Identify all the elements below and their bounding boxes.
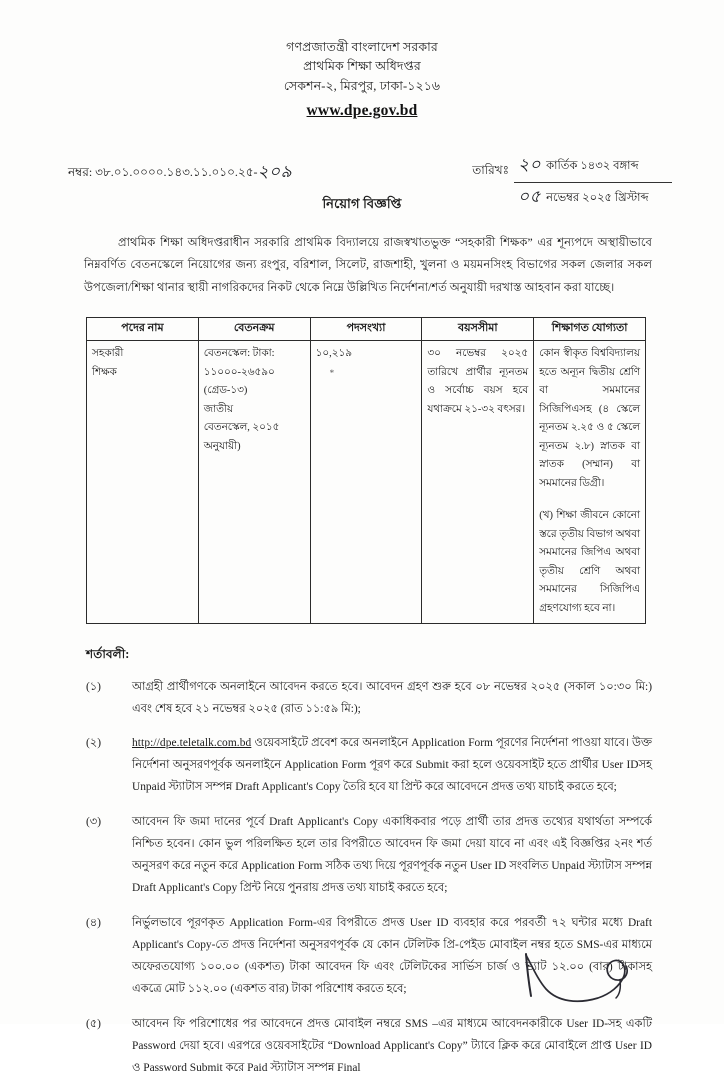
date-label: তারিখঃ <box>472 151 514 182</box>
conditions-heading: শর্তাবলী: <box>86 646 724 666</box>
condition-number-4: (৪) <box>86 912 132 934</box>
memo-number-block <box>68 159 292 187</box>
condition-number-3: (৩) <box>86 811 132 833</box>
cell-age-limit: ৩০ নভেম্বর ২০২৫ তারিখে প্রার্থীর ন্যূনতম ও সর্বোচ্চ বয়স হবে যথাক্রমে ২১-৩২ বৎসর। <box>422 341 534 623</box>
condition-item-1 <box>86 676 652 720</box>
th-education: শিক্ষাগত যোগ্যতা <box>534 317 646 340</box>
cell-education <box>534 341 646 623</box>
date-bangla-day: ২০ <box>518 155 541 175</box>
condition-text-5-body: আবেদন ফি পরিশোধের পর আবেদনে প্রদত্ত মোবাইল নম্বরে SMS –এর মাধ্যমে আবেদনকারীকে User ID-সহ একটি Password দেয়া হবে। এরপরে ওয়েবসাইটের “Download Applicant's Copy” ট্যাবে ক্লিক করে মোবাইলে প্রাপ্ত User ID ও Password Submit করে Paid স্ট্যাটাস সম্পন্ন Final <box>132 1018 652 1074</box>
date-english-day: ০৫ <box>518 187 541 207</box>
date-bangla <box>514 151 672 183</box>
teletalk-url-link-1[interactable]: http://dpe.teletalk.com.bd <box>132 737 251 749</box>
condition-item-5 <box>86 1013 652 1079</box>
job-details-table <box>86 317 646 624</box>
post-name-line-1: সহকারী <box>92 345 193 364</box>
education-clause-b: (খ) শিক্ষা জীবনে কোনো স্তরে তৃতীয় বিভাগ অথবা সমমানের জিপিএ অথবা তৃতীয় শ্রেণি অথবা সমমানের সিজিপিএ গ্রহণযোগ্য হবে না। <box>539 507 640 618</box>
condition-item-2 <box>86 732 652 799</box>
job-table-container <box>86 317 646 624</box>
memo-row <box>0 151 724 199</box>
condition-item-4 <box>86 912 652 1001</box>
table-row <box>87 341 646 623</box>
cell-vacancies <box>310 341 422 623</box>
cell-pay-scale <box>198 341 310 623</box>
th-pay-scale: বেতনক্রম <box>198 317 310 340</box>
memo-number-handwritten: ২০৯ <box>258 162 293 182</box>
department-address: সেকশন-২, মিরপুর, ঢাকা-১২১৬ <box>0 77 724 96</box>
vacancies-footnote-mark: * <box>316 365 417 381</box>
pay-scale-line-1: বেতনস্কেল: টাকা: <box>204 345 305 364</box>
condition-number-5: (৫) <box>86 1013 132 1035</box>
th-vacancies: পদসংখ্যা <box>310 317 422 340</box>
education-clause-a: কোন স্বীকৃত বিশ্ববিদ্যালয় হতে অন্যূন দ্বিতীয় শ্রেণি বা সমমানের সিজিপিএসহ (৪ স্কেলে ন্যূনতম ২.২৫ ও ৫ স্কেলে ন্যূনতম ২.৮) স্নাতক বা স্নাতক (সম্মান) বা সমমানের ডিগ্রী। <box>539 345 640 493</box>
document-header <box>0 0 724 123</box>
condition-text-1: আগ্রহী প্রার্থীগণকে অনলাইনে আবেদন করতে হবে। আবেদন গ্রহণ শুরু হবে ০৮ নভেম্বর ২০২৫ (সকাল ১০:৩০ মি:) এবং শেষ হবে ২১ নভেম্বর ২০২৫ (রাত ১১:৫৯ মি:); <box>132 676 652 720</box>
department-name: প্রাথমিক শিক্ষা অধিদপ্তর <box>0 57 724 76</box>
condition-number-1: (১) <box>86 676 132 698</box>
pay-scale-line-5: বেতনস্কেল, ২০১৫ <box>204 419 305 438</box>
govt-name: গণপ্রজাতন্ত্রী বাংলাদেশ সরকার <box>0 38 724 57</box>
cell-post-name <box>87 341 199 623</box>
page-title: নিয়োগ বিজ্ঞপ্তি <box>0 195 724 216</box>
post-name-line-2: শিক্ষক <box>92 364 193 383</box>
condition-item-3 <box>86 811 652 900</box>
memo-label: নম্বর: <box>68 165 92 179</box>
condition-number-2: (২) <box>86 732 132 754</box>
th-post-name: পদের নাম <box>87 317 199 340</box>
date-english-rest: নভেম্বর ২০২৫ খ্রিস্টাব্দ <box>546 192 649 204</box>
pay-scale-line-3: (গ্রেড-১৩) <box>204 382 305 401</box>
date-bangla-rest: কার্তিক ১৪৩২ বঙ্গাব্দ <box>546 160 638 172</box>
intro-paragraph: প্রাথমিক শিক্ষা অধিদপ্তরাধীন সরকারি প্রাথমিক বিদ্যালয়ে রাজস্বখাতভুক্ত “সহকারী শিক্ষক” এর শূন্যপদে অস্থায়ীভাবে নিম্নবর্ণিত বেতনস্কেলে নিয়োগের জন্য রংপুর, বরিশাল, সিলেট, রাজশাহী, খুলনা ও ময়মনসিংহ বিভাগের সকল জেলার সকল উপজেলা/শিক্ষা থানার স্থায়ী নাগরিকদের নিকট থেকে নিম্নে উল্লিখিত নির্দেশনা/শর্ত অনুযায়ী দরখাস্ত আহবান করা যাচ্ছে। <box>84 232 652 299</box>
th-age-limit: বয়সসীমা <box>422 317 534 340</box>
condition-text-2 <box>132 732 652 799</box>
pay-scale-line-6: অনুযায়ী) <box>204 438 305 457</box>
website-link[interactable]: www.dpe.gov.bd <box>0 99 724 123</box>
date-english <box>514 183 672 214</box>
vacancies-value: ১০,২১৯ <box>316 345 417 364</box>
conditions-list <box>86 676 652 1079</box>
condition-text-4: নির্ভুলভাবে পূরণকৃত Application Form-এর বিপরীতে প্রদত্ত User ID ব্যবহার করে পরবর্তী ৭২ ঘন্টার মধ্যে Draft Applicant's Copy-তে প্রদত্ত নির্দেশনা অনুসরণপূর্বক যে কোন টেলিটক প্রি-পেইড মোবাইল নম্বর হতে SMS-এর মাধ্যমে অফেরতযোগ্য ১০০.০০ (একশত) টাকা আবেদন ফি এবং টেলিটকের সার্ভিস চার্জ ও ভ্যাট ১২.০০ (বার) টাকাসহ একত্রে মোট ১১২.০০ (একশত বার) টাকা পরিশোধ করতে হবে; <box>132 912 652 1001</box>
education-spacer <box>539 493 640 507</box>
table-header-row <box>87 317 646 340</box>
date-block <box>472 151 672 214</box>
memo-number: ৩৮.০১.০০০০.১৪৩.১১.০১০.২৫- <box>95 165 257 179</box>
pay-scale-line-4: জাতীয় <box>204 401 305 420</box>
condition-text-5 <box>132 1013 652 1079</box>
date-stack <box>514 151 672 214</box>
condition-text-3: আবেদন ফি জমা দানের পূর্বে Draft Applicant's Copy একাধিকবার পড়ে প্রার্থী তার প্রদত্ত তথ্যের যথার্থতা সম্পর্কে নিশ্চিত হবেন। কোন ভুল পরিলক্ষিত হলে তার বিপরীতে আবেদন ফি জমা দেয়া যাবে না এবং এই বিজ্ঞপ্তির ২নং শর্ত অনুসরণ করে নতুন করে Application Form সঠিক তথ্য দিয়ে পূরণপূর্বক নতুন User ID সংবলিত Unpaid স্ট্যাটাস সম্পন্ন Draft Applicant's Copy প্রিন্ট নিয়ে পুনরায় প্রদত্ত তথ্য যাচাই করতে হবে; <box>132 811 652 900</box>
condition-text-2-body: ওয়েবসাইটে প্রবেশ করে অনলাইনে Application Form পূরণের নির্দেশনা পাওয়া যাবে। উক্ত নির্দেশনা অনুসরণপূর্বক অনলাইনে Application Form পূরণ করে Submit করা হলে ওয়েবসাইট হতে প্রার্থীর User IDসহ Unpaid স্ট্যাটাস সম্পন্ন Draft Applicant's Copy তৈরি হবে যা প্রিন্ট করে আবেদনে প্রদত্ত তথ্য যাচাই করতে হবে; <box>132 737 652 793</box>
pay-scale-line-2: ১১০০০-২৬৫৯০ <box>204 364 305 383</box>
